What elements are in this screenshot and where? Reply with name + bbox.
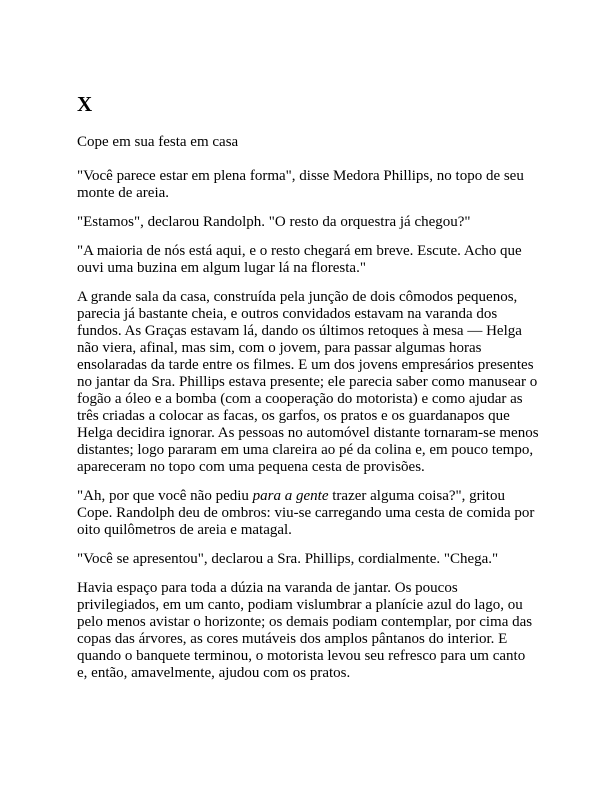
paragraph-5-emphasis: para a gente	[252, 488, 329, 504]
paragraph-3: "A maioria de nós está aqui, e o resto chegará em breve. Escute. Acho que ouvi uma buzina em algum lugar lá na floresta."	[77, 243, 522, 276]
document-page	[77, 92, 539, 694]
paragraph-4: A grande sala da casa, construída pela junção de dois cômodos pequenos, parecia já bastante cheia, e outros convidados estavam na varanda dos fundos. As Graças estavam lá, dando os últimos retoques à mesa — Helga não viera, afinal, mas sim, com o jovem, para passar algumas horas ensolaradas da tarde entre os filmes. E um dos jovens empresários presentes no jantar da Sra. Phillips estava presente; ele parecia saber como manusear o fogão a óleo e a bomba (com a cooperação do motorista) e como ajudar as três criadas a colocar as facas, os garfos, os pratos e os guardanapos que Helga decidira ignorar. As pessoas no automóvel distante tornaram-se menos distantes; logo pararam em uma clareira ao pé da colina e, em pouco tempo, apareceram no topo com uma pequena cesta de provisões.	[77, 289, 539, 475]
paragraph-1: "Você parece estar em plena forma", disse Medora Phillips, no topo de seu monte de areia.	[77, 168, 524, 201]
paragraph-7: Havia espaço para toda a dúzia na varanda de jantar. Os poucos privilegiados, em um canto, podiam vislumbrar a planície azul do lago, ou pelo menos avistar o horizonte; os demais podiam contemplar, por cima das copas das árvores, as cores mutáveis dos amplos pântanos do interior. E quando o banquete terminou, o motorista levou seu refresco para um canto e, então, amavelmente, ajudou com os pratos.	[77, 580, 533, 681]
chapter-number: X	[77, 92, 93, 116]
chapter-subtitle: Cope em sua festa em casa	[77, 134, 239, 150]
paragraph-5	[77, 488, 539, 539]
paragraph-5-text-end: trazer alguma coisa?", gritou Cope. Randolph deu de ombros: viu-se carregando uma cesta de comida por oito quilômetros de areia e matagal.	[77, 488, 535, 538]
paragraph-2: "Estamos", declarou Randolph. "O resto da orquestra já chegou?"	[77, 214, 471, 230]
paragraph-5-text-start: "Ah, por que você não pediu	[77, 488, 253, 504]
paragraph-6: "Você se apresentou", declarou a Sra. Phillips, cordialmente. "Chega."	[77, 551, 499, 567]
